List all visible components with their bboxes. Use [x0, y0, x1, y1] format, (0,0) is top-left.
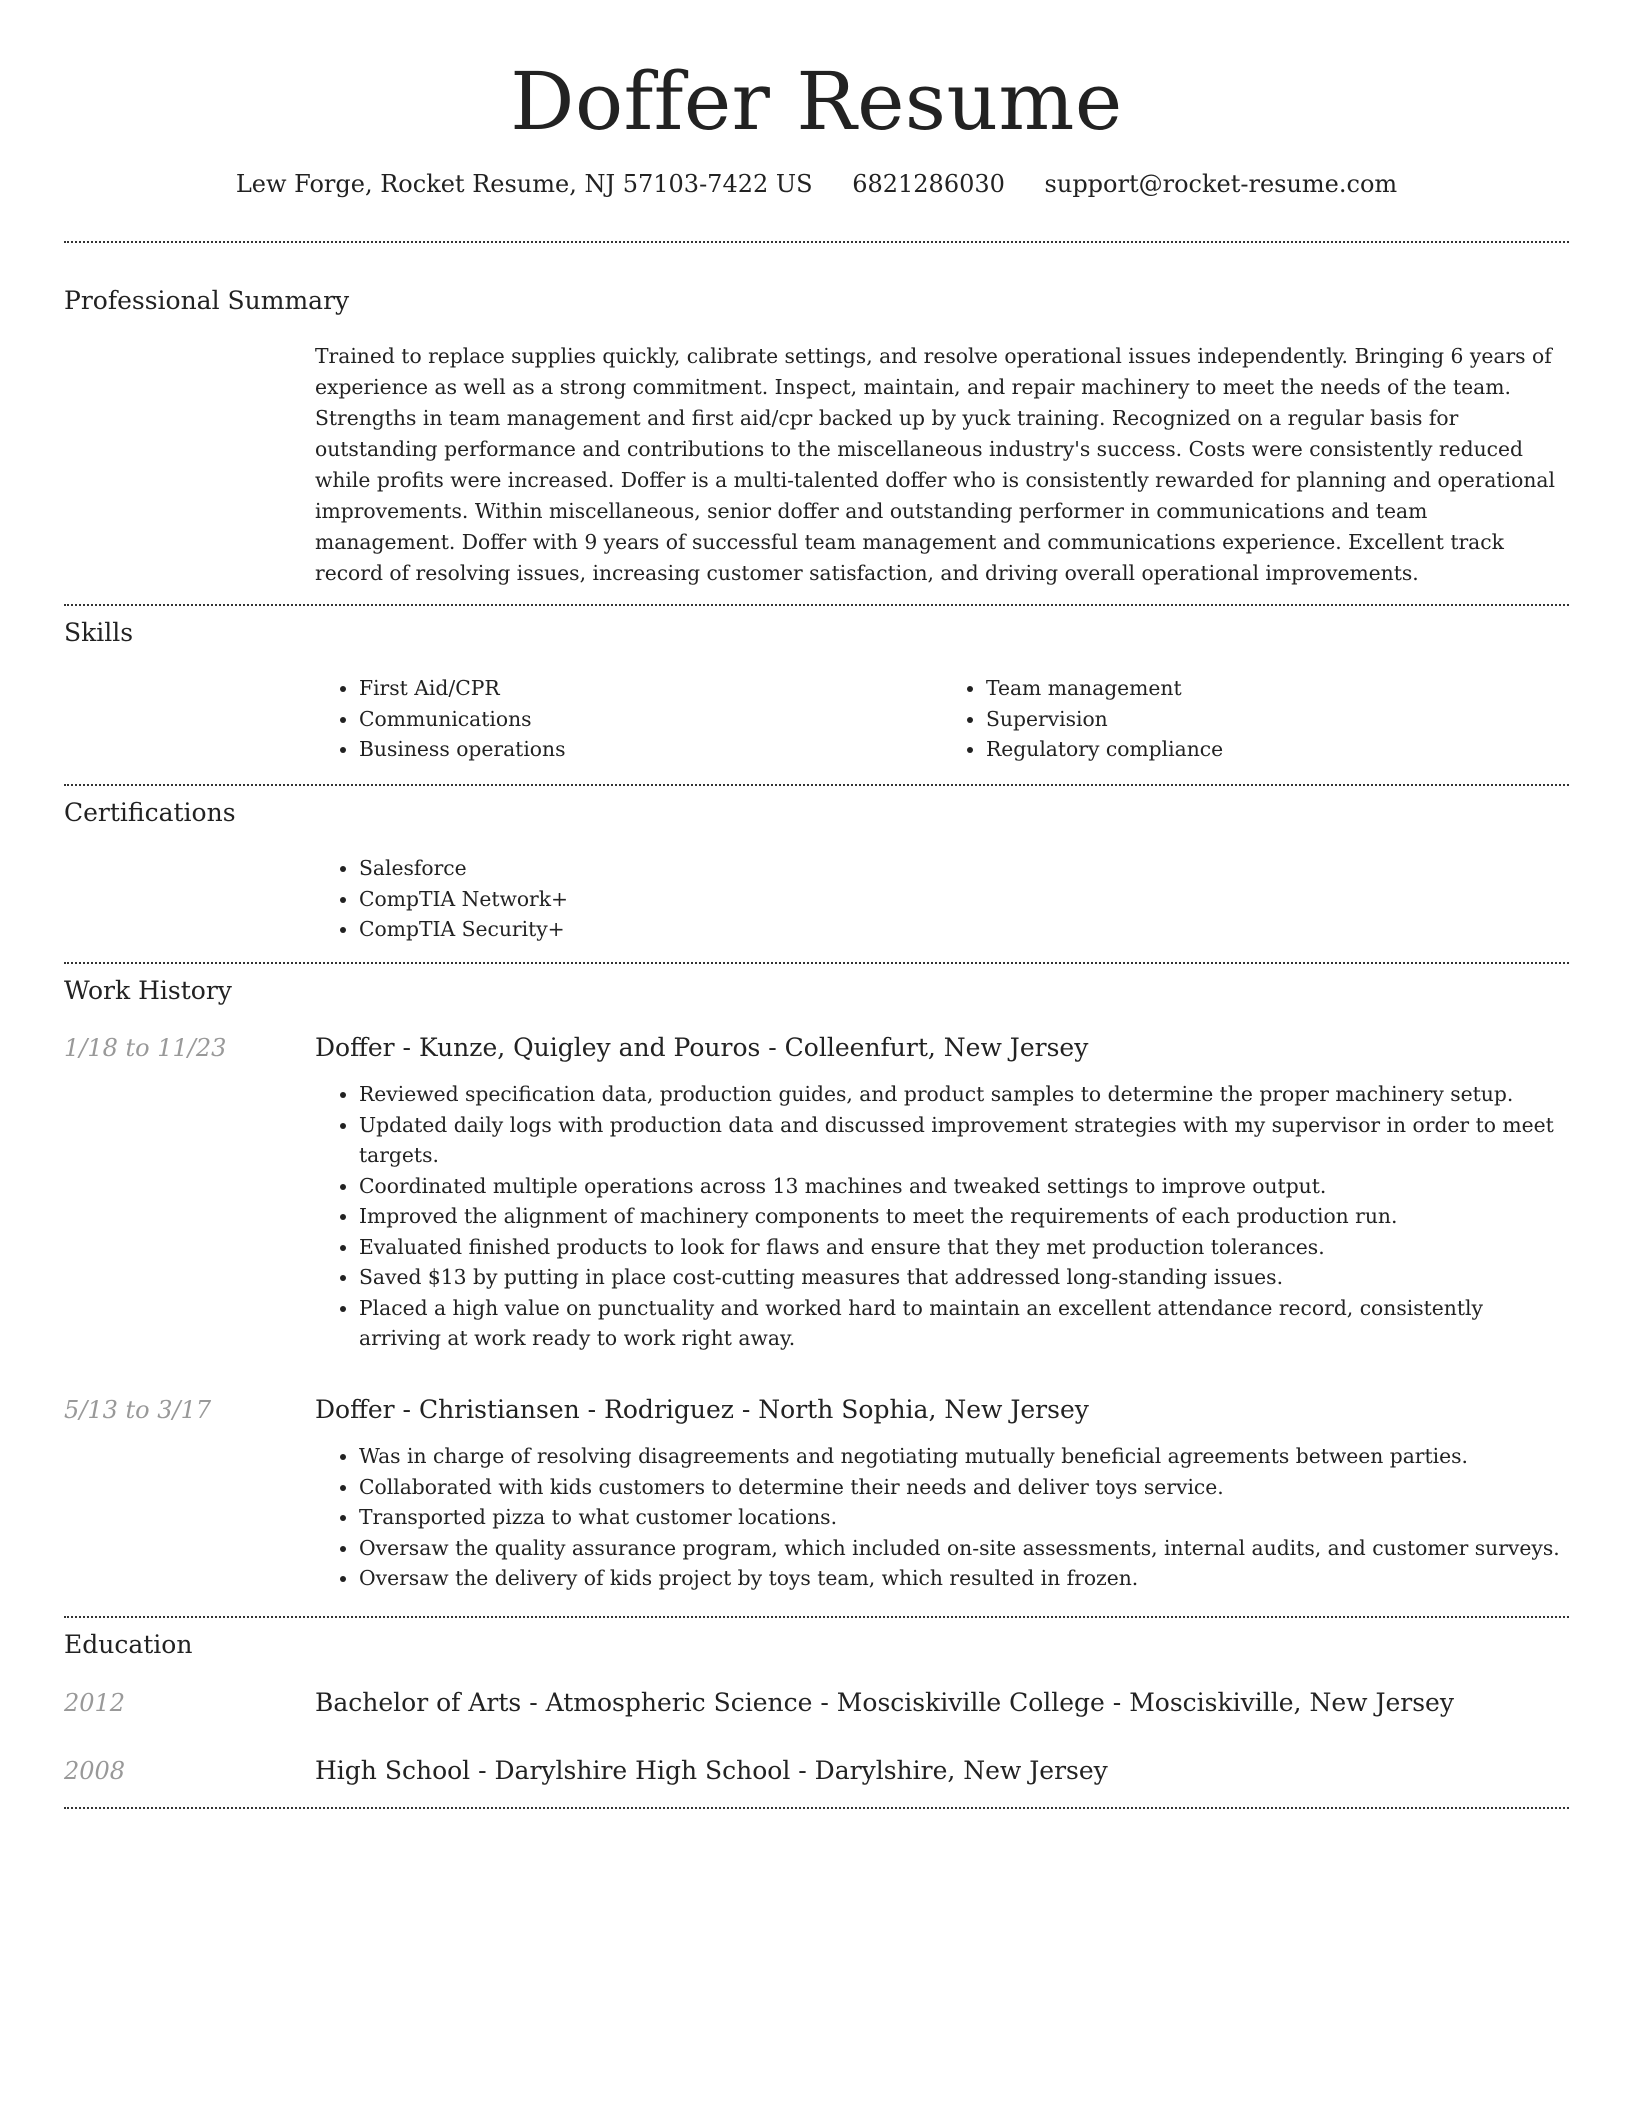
job-duties [315, 1441, 1569, 1594]
contact-address: Lew Forge, Rocket Resume, NJ 57103-7422 US [235, 170, 813, 198]
job-entry [315, 1031, 1569, 1354]
resume-page [64, 0, 1569, 1785]
job-entry [315, 1393, 1569, 1594]
education-title: High School - Darylshire High School - Darylshire, New Jersey [315, 1756, 1108, 1785]
summary-heading: Professional Summary [64, 286, 350, 315]
job-duty: • Updated daily logs with production data and discussed improvement strategies with my supervisor in order to meet targets. [359, 1110, 1569, 1171]
divider [64, 784, 1569, 786]
skills-section [315, 673, 1569, 765]
job-duty: • Coordinated multiple operations across 13 machines and tweaked settings to improve output. [359, 1171, 1569, 1202]
divider [64, 1807, 1569, 1809]
divider [64, 241, 1569, 243]
job-duty: • Was in charge of resolving disagreements and negotiating mutually beneficial agreements between parties. [359, 1441, 1569, 1472]
skill-item: • Regulatory compliance [986, 734, 1569, 765]
skills-list-left [315, 673, 942, 765]
education-entry [315, 1754, 1569, 1788]
summary-section [315, 341, 1569, 589]
certification-item: • CompTIA Network+ [359, 884, 1569, 915]
job-title: Doffer - Christiansen - Rodriguez - North Sophia, New Jersey [315, 1395, 1089, 1424]
education-heading: Education [64, 1630, 193, 1659]
skill-item: • Supervision [986, 704, 1569, 735]
skills-heading: Skills [64, 618, 134, 647]
job-duty: • Transported pizza to what customer locations. [359, 1502, 1569, 1533]
job-duty: • Oversaw the quality assurance program, which included on-site assessments, internal audits, and customer surveys. [359, 1533, 1569, 1564]
certifications-section [315, 853, 1569, 945]
skill-item: • First Aid/CPR [359, 673, 942, 704]
contact-email: support@rocket-resume.com [1044, 170, 1398, 198]
job-duty: • Reviewed specification data, production guides, and product samples to determine the proper machinery setup. [359, 1079, 1569, 1110]
job-title: Doffer - Kunze, Quigley and Pouros - Colleenfurt, New Jersey [315, 1033, 1089, 1062]
job-dates: 5/13 to 3/17 [64, 1396, 212, 1424]
divider [64, 604, 1569, 606]
certification-item: • Salesforce [359, 853, 1569, 884]
job-duty: • Evaluated finished products to look for flaws and ensure that they met production tolerances. [359, 1232, 1569, 1263]
summary-text: Trained to replace supplies quickly, calibrate settings, and resolve operational issues independently. Bringing 6 years of experience as well as a strong commitment. Inspect, maintain, and repair machinery to meet the needs of the team. Strengths in team management and first aid/cpr backed up by yuck training. Recognized on a regular basis for outstanding performance and contributions to the miscellaneous industry's success. Costs were consistently reduced while profits were increased. Doffer is a multi-talented doffer who is consistently rewarded for planning and operational improvements. Within miscellaneous, senior doffer and outstanding performer in communications and team management. Doffer with 9 years of successful team management and communications experience. Excellent track record of resolving issues, increasing customer satisfaction, and driving overall operational improvements. [315, 344, 1555, 585]
job-dates: 1/18 to 11/23 [64, 1034, 227, 1062]
job-duties [315, 1079, 1569, 1354]
contact-phone: 6821286030 [852, 170, 1005, 198]
skill-item: • Team management [986, 673, 1569, 704]
education-title: Bachelor of Arts - Atmospheric Science - Mosciskiville College - Mosciskiville, New Jersey [315, 1688, 1454, 1717]
skill-item: • Communications [359, 704, 942, 735]
work-heading: Work History [64, 976, 232, 1005]
education-entry [315, 1686, 1569, 1720]
resume-name: Doffer Resume [510, 55, 1123, 148]
job-duty: • Oversaw the delivery of kids project by toys team, which resulted in frozen. [359, 1563, 1569, 1594]
job-duty: • Placed a high value on punctuality and worked hard to maintain an excellent attendance record, consistently arriving at work ready to work right away. [359, 1293, 1569, 1354]
certifications-heading: Certifications [64, 798, 236, 827]
skill-item: • Business operations [359, 734, 942, 765]
skills-list-right [942, 673, 1569, 765]
certification-item: • CompTIA Security+ [359, 914, 1569, 945]
job-duty: • Collaborated with kids customers to determine their needs and deliver toys service. [359, 1472, 1569, 1503]
contact-line [64, 168, 1569, 200]
job-duty: • Saved $13 by putting in place cost-cutting measures that addressed long-standing issues. [359, 1262, 1569, 1293]
divider [64, 962, 1569, 964]
certifications-list [315, 853, 1569, 945]
job-duty: • Improved the alignment of machinery components to meet the requirements of each production run. [359, 1201, 1569, 1232]
divider [64, 1616, 1569, 1618]
education-year: 2012 [64, 1689, 126, 1717]
education-year: 2008 [64, 1757, 126, 1785]
